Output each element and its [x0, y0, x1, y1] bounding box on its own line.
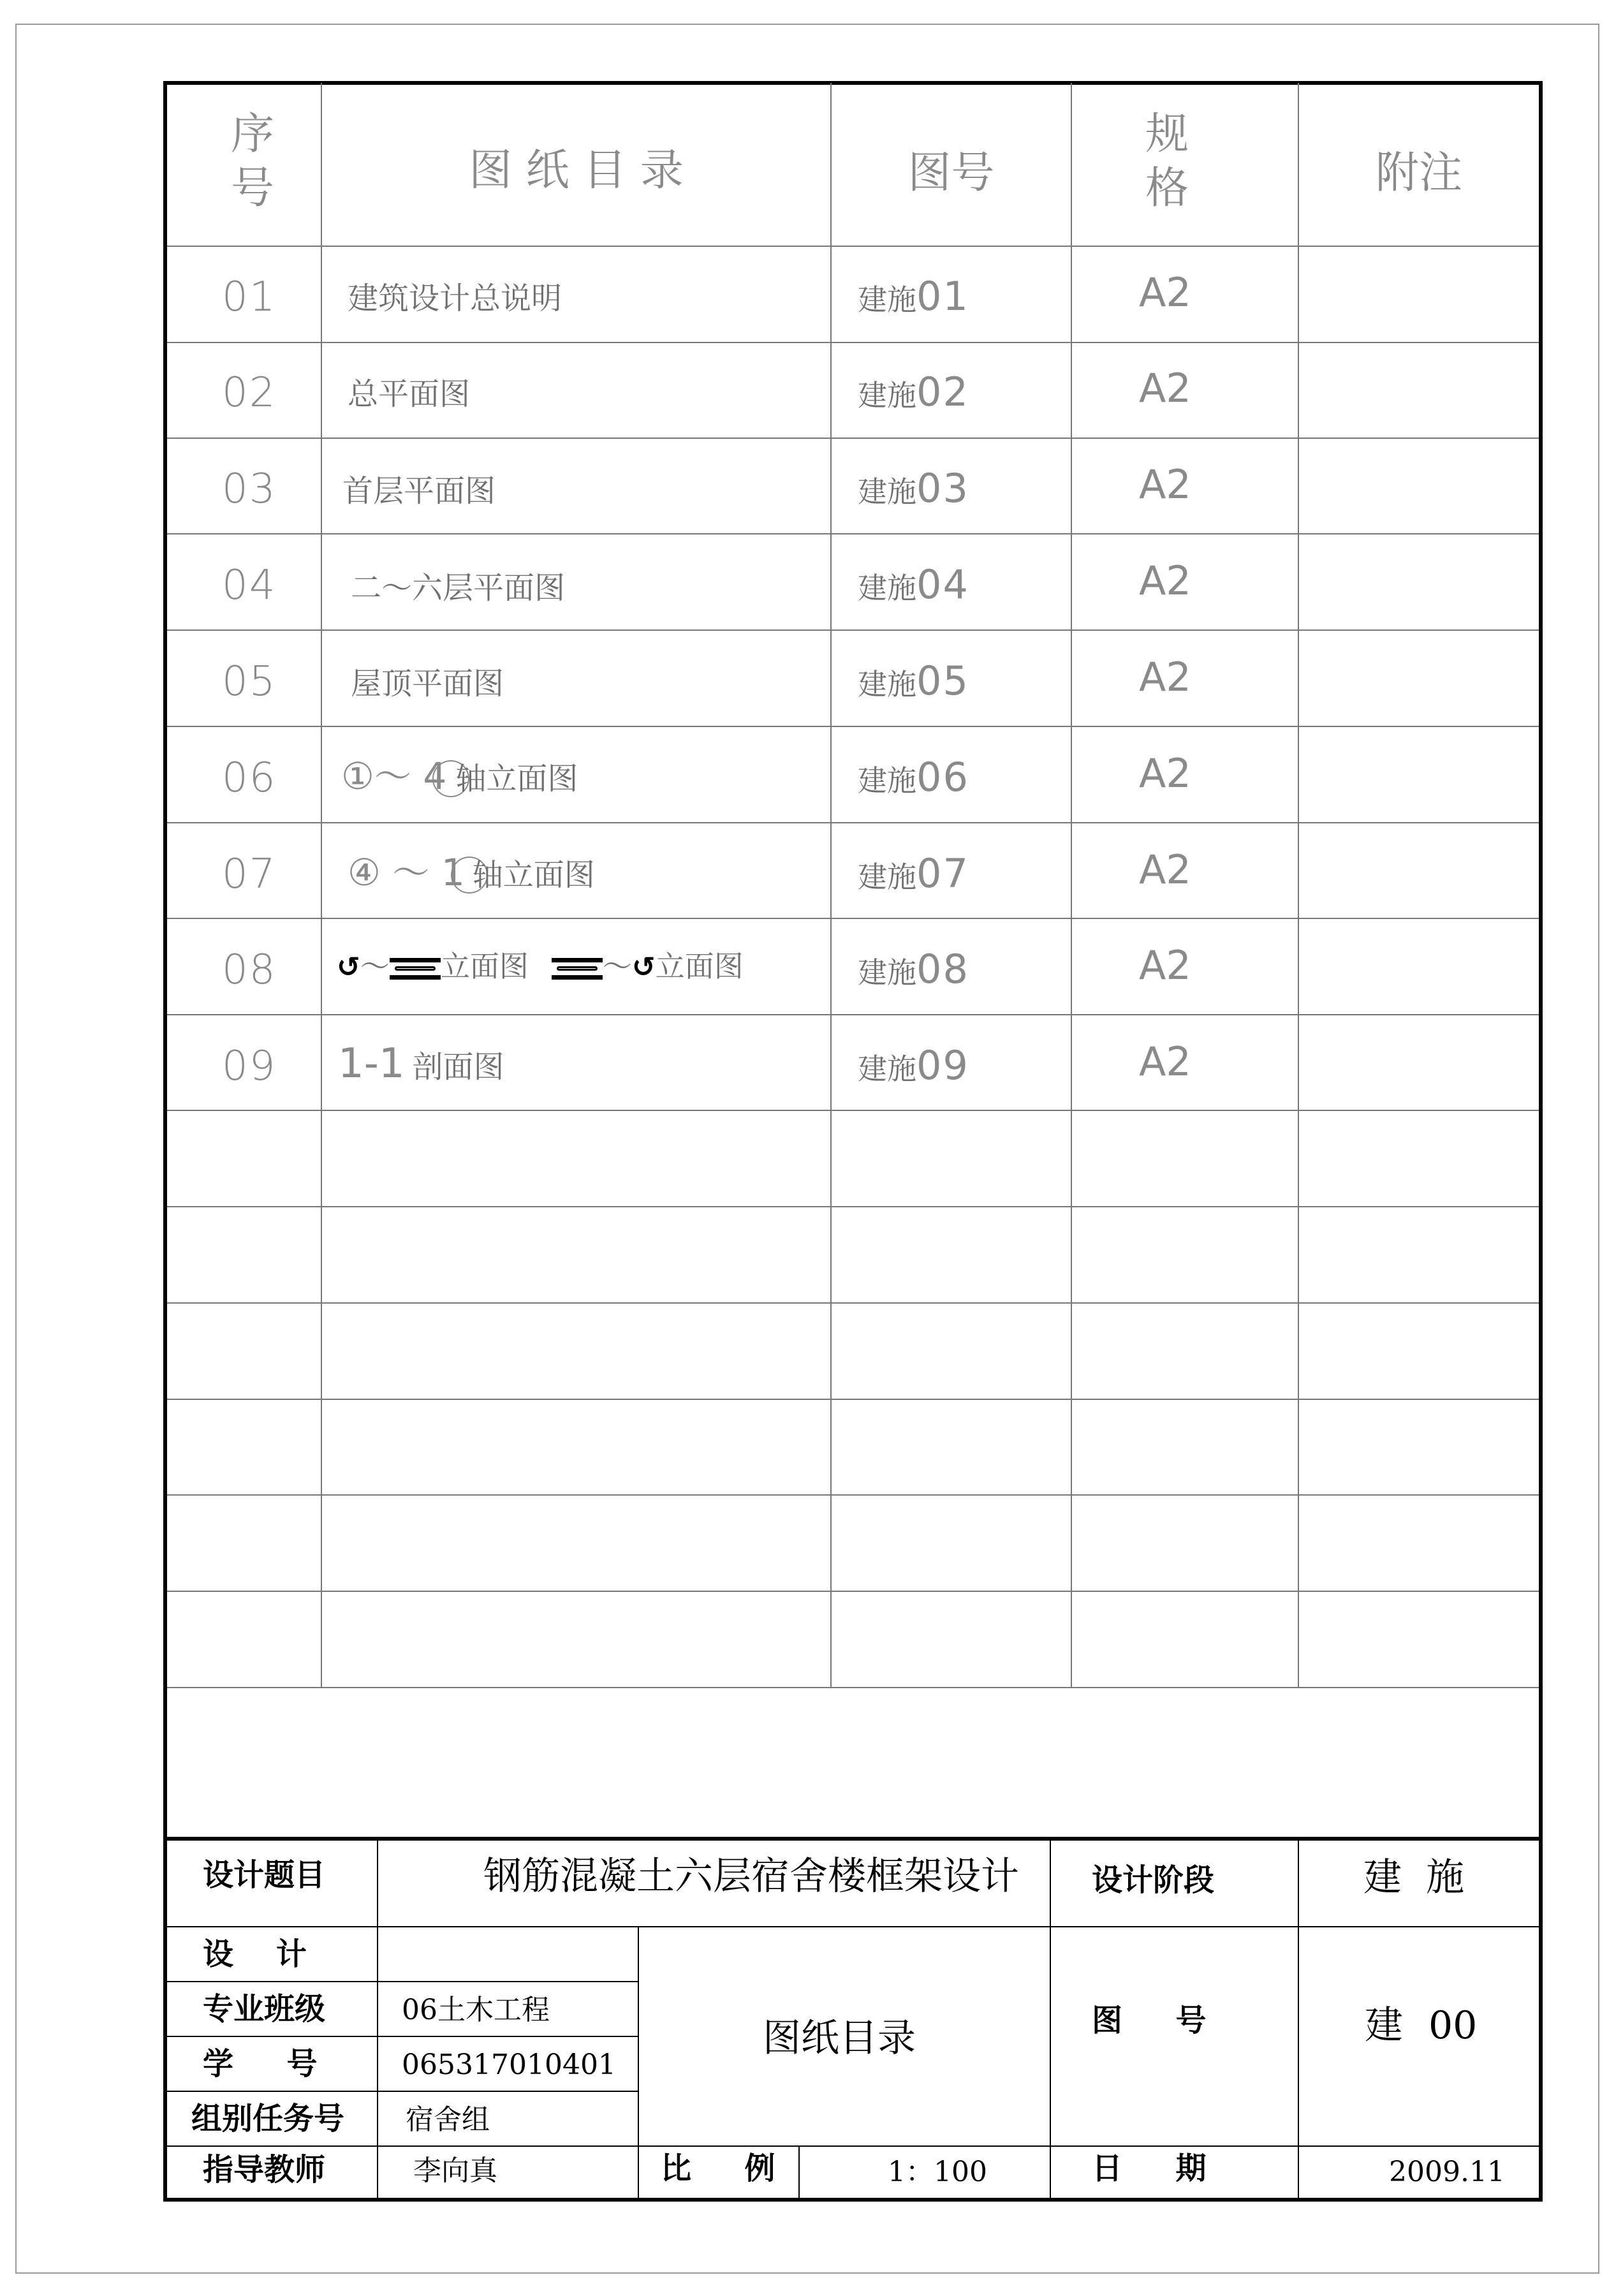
elevation-label-2: 立面图	[655, 949, 744, 983]
row-title: 建筑设计总说明	[348, 281, 562, 316]
drawing-number: 07	[916, 850, 969, 897]
header-drawing-no: 图号	[907, 148, 995, 198]
row-drawing-no	[858, 754, 969, 800]
row-size: A2	[1139, 557, 1191, 604]
drawing-no-prefix: 建	[1365, 2003, 1403, 2048]
tilde: ～	[360, 949, 390, 983]
section-id: 1-1	[338, 1040, 405, 1087]
header-seq	[214, 107, 291, 216]
row-drawing-no	[858, 1042, 969, 1089]
row-title: 二～六层平面图	[351, 570, 566, 606]
title-block-top-border	[167, 1837, 1539, 1841]
drawing-prefix: 建施	[858, 571, 916, 605]
row-drawing-no	[858, 561, 969, 608]
tb-col-divider	[1050, 1841, 1051, 2198]
drawing-number: 09	[916, 1042, 969, 1089]
col-divider	[830, 83, 832, 1687]
tb-row-divider	[167, 2145, 1539, 2147]
tb-col-divider	[638, 1926, 639, 2198]
header-spec	[1129, 107, 1205, 216]
row-divider	[167, 342, 1539, 343]
drawing-number: 03	[916, 465, 969, 511]
student-id-value: 065317010401	[402, 2049, 616, 2081]
row-divider	[167, 1687, 1539, 1688]
tb-row-divider	[167, 2091, 638, 2092]
row-seq: 05	[222, 658, 277, 705]
tb-col-divider	[1298, 1841, 1299, 2198]
drawing-no-label: 图 号	[1092, 2003, 1207, 2038]
row-title-suffix: 剖面图	[412, 1049, 504, 1085]
header-spec-line2: 格	[1145, 163, 1189, 214]
elevation-label-1: 立面图	[440, 949, 529, 983]
drawing-prefix: 建施	[858, 860, 916, 894]
row-divider	[167, 1302, 1539, 1304]
tb-row-divider	[167, 1981, 638, 1982]
tb-col-divider	[798, 2145, 800, 2198]
row-size: A2	[1139, 654, 1191, 700]
class-value: 06土木工程	[402, 1994, 550, 2026]
row-drawing-no	[858, 465, 969, 511]
row-divider	[167, 1206, 1539, 1207]
axis-range: ①～ 4	[341, 754, 447, 798]
row-seq: 09	[222, 1043, 277, 1090]
tb-col-divider	[377, 1841, 378, 2145]
scale-label: 比 例	[661, 2151, 775, 2186]
header-spec-line1: 规	[1145, 109, 1189, 159]
row-divider	[167, 438, 1539, 439]
axis-symbol-icon	[390, 958, 441, 980]
header-seq-line2: 号	[230, 163, 274, 214]
row-divider	[167, 1399, 1539, 1400]
north-arrow-icon: ↺	[337, 951, 360, 983]
row-title-suffix: 轴立面图	[472, 857, 595, 893]
advisor-label: 指导教师	[203, 2152, 326, 2188]
tilde: ～	[602, 949, 632, 983]
row-divider	[167, 246, 1539, 247]
col-divider	[321, 83, 322, 1687]
row-title-suffix: 轴立面图	[455, 761, 578, 797]
design-label: 设 计	[203, 1936, 307, 1972]
stage-value: 建 施	[1363, 1855, 1465, 1900]
drawing-prefix: 建施	[858, 667, 916, 702]
row-divider	[167, 822, 1539, 823]
row-drawing-no	[858, 369, 969, 415]
drawing-no-number: 00	[1428, 2003, 1478, 2048]
project-value: 钢筋混凝土六层宿舍楼框架设计	[483, 1854, 1019, 1899]
row-drawing-no	[858, 946, 969, 992]
class-label: 专业班级	[203, 1991, 326, 2027]
date-label: 日 期	[1092, 2151, 1207, 2186]
row-size: A2	[1139, 942, 1191, 989]
tb-col-divider	[377, 2145, 378, 2198]
drawing-number: 06	[916, 754, 969, 800]
drawing-prefix: 建施	[858, 283, 916, 317]
axis-range: ④ ～ 1	[348, 851, 465, 894]
row-title	[338, 1040, 504, 1087]
row-seq: 04	[222, 562, 277, 609]
col-divider	[1298, 83, 1299, 1687]
axis-symbol-icon	[552, 958, 603, 980]
col-divider	[1071, 83, 1072, 1687]
row-title: 总平面图	[348, 376, 471, 412]
drawing-number: 04	[916, 561, 969, 608]
header-catalog: 图 纸 目 录	[469, 145, 684, 196]
group-value: 宿舍组	[406, 2103, 490, 2136]
north-arrow-icon: ↺	[631, 951, 656, 983]
row-size: A2	[1139, 750, 1191, 797]
row-divider	[167, 1014, 1539, 1015]
row-title	[337, 949, 744, 983]
drawing-number: 08	[916, 946, 969, 992]
row-drawing-no	[858, 273, 969, 320]
drawing-no-value	[1365, 2003, 1478, 2048]
row-divider	[167, 918, 1539, 919]
drawing-number: 05	[916, 658, 969, 704]
tb-row-divider	[167, 2036, 638, 2037]
project-label: 设计题目	[203, 1857, 326, 1893]
row-divider	[167, 726, 1539, 727]
row-divider	[167, 629, 1539, 631]
row-divider	[167, 1591, 1539, 1592]
row-divider	[167, 1110, 1539, 1111]
row-size: A2	[1139, 846, 1191, 893]
header-seq-line1: 序	[230, 109, 274, 159]
row-size: A2	[1139, 269, 1191, 316]
drawing-number: 02	[916, 369, 969, 415]
row-title	[341, 754, 578, 798]
row-seq: 01	[222, 274, 277, 321]
student-id-label: 学 号	[203, 2046, 318, 2082]
tb-row-divider	[167, 1926, 1539, 1927]
date-value: 2009.11	[1389, 2156, 1505, 2188]
drawing-name: 图纸目录	[763, 2016, 916, 2061]
row-drawing-no	[858, 658, 969, 704]
row-seq: 07	[222, 851, 277, 898]
row-size: A2	[1139, 461, 1191, 508]
row-size: A2	[1139, 365, 1191, 411]
row-seq: 03	[222, 466, 277, 513]
row-seq: 08	[222, 946, 277, 994]
row-title	[348, 851, 595, 894]
drawing-prefix: 建施	[858, 1052, 916, 1086]
drawing-prefix: 建施	[858, 475, 916, 509]
row-drawing-no	[858, 850, 969, 897]
row-title: 首层平面图	[342, 473, 496, 509]
row-seq: 02	[222, 369, 277, 416]
stage-label: 设计阶段	[1092, 1862, 1215, 1898]
row-divider	[167, 1494, 1539, 1496]
drawing-prefix: 建施	[858, 763, 916, 798]
row-seq: 06	[222, 754, 277, 802]
row-divider	[167, 533, 1539, 534]
drawing-prefix: 建施	[858, 955, 916, 990]
header-remark: 附注	[1375, 148, 1462, 198]
drawing-number: 01	[916, 273, 969, 320]
row-title: 屋顶平面图	[351, 666, 504, 702]
row-size: A2	[1139, 1038, 1191, 1085]
advisor-value: 李向真	[413, 2154, 497, 2187]
drawing-prefix: 建施	[858, 378, 916, 413]
group-label: 组别任务号	[191, 2101, 345, 2137]
scale-value: 1：100	[888, 2156, 987, 2188]
